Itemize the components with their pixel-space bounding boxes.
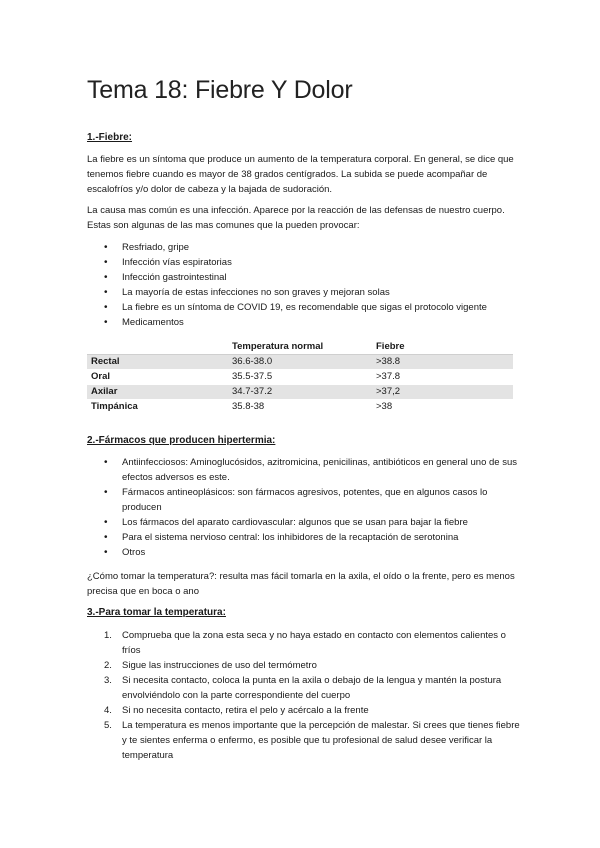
list-item: • La fiebre es un síntoma de COVID 19, es recomendable que sigas el protocolo vigente	[87, 300, 527, 315]
list-item: • Antiinfecciosos: Aminoglucósidos, azitromicina, penicilinas, antibióticos en general uno de sus efectos adversos es este.	[87, 455, 527, 485]
list-farmacos	[87, 455, 527, 560]
list-item: • Para el sistema nervioso central: los inhibidores de la recaptación de serotonina	[87, 530, 527, 545]
step-number: 5.	[104, 720, 112, 731]
list-item: • Resfriado, gripe	[87, 240, 527, 255]
table-row	[87, 385, 513, 400]
list-steps	[87, 628, 527, 763]
paragraph-fiebre-causes: La causa mas común es una infección. Aparece por la reacción de las defensas de nuestro cuerpo. Estas son algunas de las mas comunes que la pueden provocar:	[87, 205, 505, 231]
table-header-normal: Temperatura normal	[228, 340, 372, 355]
list-item: • Medicamentos	[87, 315, 527, 330]
row-label: Rectal	[87, 355, 228, 370]
step-text: Sigue las instrucciones de uso del termómetro	[122, 660, 317, 671]
list-item	[87, 703, 527, 718]
cell-fever: >38.8	[372, 355, 513, 370]
list-item	[87, 658, 527, 673]
cell-normal: 35.5-37.5	[228, 370, 372, 385]
list-item: • Fármacos antineoplásicos: son fármacos agresivos, potentes, que en algunos casos lo producen	[87, 485, 527, 515]
list-item: • Infección vías espiratorias	[87, 255, 527, 270]
row-label: Timpánica	[87, 400, 228, 415]
cell-fever: >38	[372, 400, 513, 415]
cell-normal: 35.8-38	[228, 400, 372, 415]
cell-normal: 36.6-38.0	[228, 355, 372, 370]
table-row	[87, 400, 513, 415]
list-item: • La mayoría de estas infecciones no son graves y mejoran solas	[87, 285, 527, 300]
list-fiebre-causes	[87, 240, 527, 330]
temperature-table	[87, 339, 513, 415]
cell-normal: 34.7-37.2	[228, 385, 372, 400]
row-label: Axilar	[87, 385, 228, 400]
table-header-row	[87, 340, 513, 355]
table-header-empty	[87, 340, 228, 355]
step-number: 4.	[104, 705, 112, 716]
row-label: Oral	[87, 370, 228, 385]
table-row	[87, 370, 513, 385]
paragraph-como-tomar: ¿Cómo tomar la temperatura?: resulta mas fácil tomarla en la axila, el oído o la frente, pero es menos precisa que en boca o ano	[87, 571, 515, 597]
page-title: Tema 18: Fiebre Y Dolor	[87, 76, 353, 104]
step-text: Si no necesita contacto, retira el pelo y acércalo a la frente	[122, 705, 369, 716]
list-item: • Infección gastrointestinal	[87, 270, 527, 285]
list-item: • Los fármacos del aparato cardiovascular: algunos que se usan para bajar la fiebre	[87, 515, 527, 530]
list-item: • Otros	[87, 545, 527, 560]
section-heading-fiebre: 1.-Fiebre:	[87, 132, 133, 143]
section-heading-tomar-temperatura: 3.-Para tomar la temperatura:	[87, 607, 226, 618]
step-text: La temperatura es menos importante que la percepción de malestar. Si crees que tienes fiebre y te sientes enferma o enfermo, es posible que tu profesional de salud desee verificar la temperatura	[122, 720, 520, 761]
step-number: 1.	[104, 630, 112, 641]
list-item	[87, 628, 527, 658]
table-header-fever: Fiebre	[372, 340, 513, 355]
cell-fever: >37.8	[372, 370, 513, 385]
section-heading-farmacos: 2.-Fármacos que producen hipertermia:	[87, 435, 276, 446]
list-item	[87, 718, 527, 763]
step-number: 3.	[104, 675, 112, 686]
step-text: Si necesita contacto, coloca la punta en la axila o debajo de la lengua y mantén la postura envolviéndolo con la parte correspondiente del cuerpo	[122, 675, 502, 701]
paragraph-fiebre-definition: La fiebre es un síntoma que produce un aumento de la temperatura corporal. En general, se dice que tenemos fiebre cuando es mayor de 38 grados centígrados. La subida se puede acompañar de escalofríos y/o dolor de cabeza y la bajada de sudoración.	[87, 154, 514, 195]
step-text: Comprueba que la zona esta seca y no haya estado en contacto con elementos calientes o fríos	[122, 630, 506, 656]
table-row	[87, 355, 513, 370]
cell-fever: >37,2	[372, 385, 513, 400]
step-number: 2.	[104, 660, 112, 671]
list-item	[87, 673, 527, 703]
